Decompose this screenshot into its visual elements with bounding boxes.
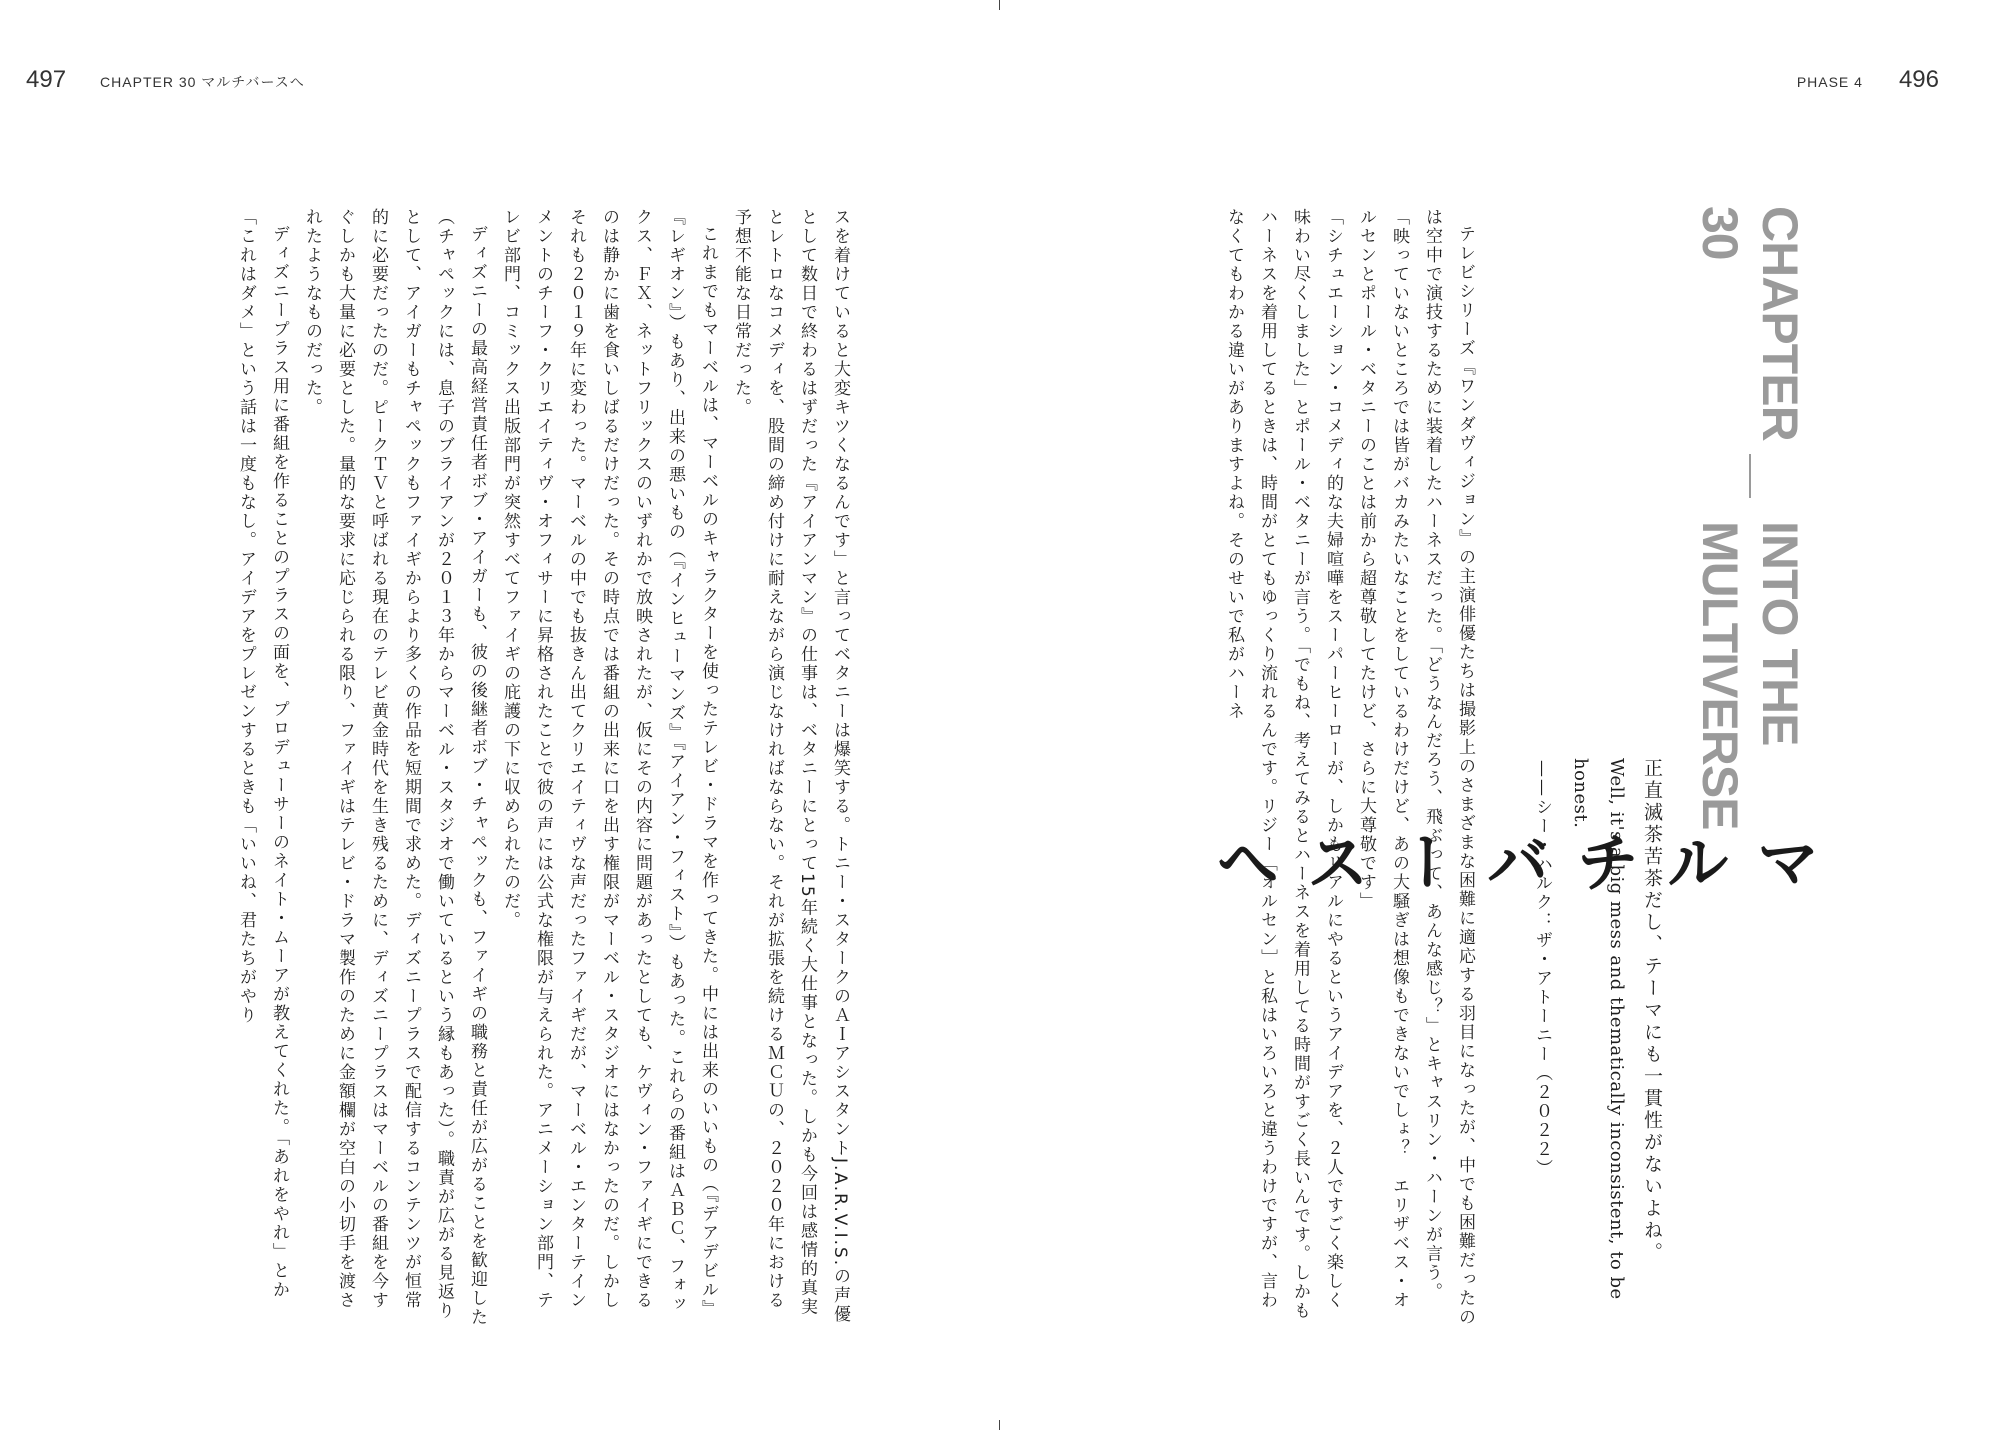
left-page-body: [118, 208, 856, 1328]
center-trim-mark-bottom: [999, 1420, 1000, 1430]
chapter-divider: [1749, 451, 1751, 511]
right-page-body: [1126, 208, 1481, 1328]
body-paragraph: ディズニープラス用に番組を作ることのプラスの面を、プロデューサーのネイト・ムーアが教えてくれた。「あれをやれ」とか「これはダメ」という話は一度もなし。アイデアをプレゼンするときも「いいね、君たちがやり: [236, 208, 289, 1300]
chapter-english-title: INTO THE MULTIVERSE: [1692, 520, 1808, 830]
right-running-head: [1797, 66, 1939, 96]
chapter-label: [1655, 206, 1845, 829]
left-running-head-title: CHAPTER 30 マルチバースへ: [100, 74, 305, 90]
epigraph-japanese: 正直滅茶苦茶だし、テーマにも一貫性がないよね。: [1641, 758, 1663, 1264]
body-paragraph: 「シチュエーション・コメディ的な夫婦喧嘩をスーパーヒーローが、しかもリアルにやるというアイデアを、２人ですごく楽しく味わい尽くしました」とポール・ベタニーが言う。「でもね、考えてみるとハーネスを着用してる時間がすごく長いんです。しかもハーネスを着用してるときは、時間がとてもゆっくり流れるんです。リジー［オルセン］と私はいろいろと違うわけですが、言わなくてもわかる違いがありますよね。そのせいで私がハーネ: [1224, 208, 1343, 1321]
chapter-number: CHAPTER 30: [1692, 206, 1808, 441]
chapter-title: マルチバースへ: [1205, 829, 1819, 902]
center-trim-mark-top: [999, 0, 1000, 10]
body-paragraph: ディズニーの最高経営責任者ボブ・アイガーも、彼の後継者ボブ・チャペックも、ファイギの職務と責任が広がることを歓迎した（チャペックには、息子のブライアンが２０１３年からマーベル・スタジオで働いているという縁もあった）。職責が広がる見返りとして、アイガーもチャペックもファイギからより多くの作品を短期間で求めた。ディズニープラスで配信するコンテンツが恒常的に必要だったのだ。ピークＴＶと呼ばれる現在のテレビ黄金時代を生き残るために、ディズニープラスはマーベルの番組を今すぐしかも大量に必要とした。量的な要求に応じられる限り、ファイギはテレビ・ドラマ製作のために金額欄が空白の小切手を渡されたようなものだった。: [302, 208, 487, 1327]
epigraph-source: ——シー・ハルク：ザ・アトーニー（２０２２）: [1532, 760, 1552, 1178]
body-paragraph: これまでもマーベルは、マーベルのキャラクターを使ったテレビ・ドラマを作ってきた。中には出来のいいもの（『デアデビル』『レギオン』）もあり、出来の悪いもの（『インヒューマンズ』『アイアン・フィスト』）もあった。これらの番組はＡＢＣ、フォックス、ＦＸ、ネットフリックスのいずれかで放映されたが、仮にその内容に問題があったとしても、ケヴィン・ファイギにできるのは静かに歯を食いしばるだけだった。その時点では番組の出来に口を出す権限がマーベル・スタジオにはなかったのだ。しかしそれも２０１９年に変わった。マーベルの中でも抜きん出てクリエイティヴな声だったファイギだが、マーベル・エンターテインメントのチーフ・クリエイティヴ・オフィサーに昇格されたことで彼の声には公式な権限が与えられた。アニメーション部門、テレビ部門、コミックス出版部門が突然すべてファイギの庇護の下に収められたのだ。: [500, 208, 718, 1319]
right-running-head-title: PHASE 4: [1796, 74, 1863, 90]
left-running-head: [26, 66, 305, 96]
epigraph-english: Well, it's a big mess and thematically inconsistent, to be honest.: [1570, 758, 1627, 1300]
right-page-number: 496: [1898, 66, 1939, 93]
body-paragraph: スを着けていると大変キツくなるんです」と言ってベタニーは爆笑する。トニー・スタークのＡＩアシスタントJ.A.R.V.I.S.の声優として数日で終わるはずだった『アイアンマン』の仕事は、ベタニーにとって15年続く大仕事となった。しかも今回は感情的真実とレトロなコメディを、股間の締め付けに耐えながら演じなければならない。それが拡張を続けるＭＣＵの、２０２０年における予想不能な日常だった。: [731, 208, 850, 1325]
epigraph: [1532, 758, 1670, 1318]
body-paragraph: テレビシリーズ『ワンダヴィジョン』の主演俳優たちは撮影上のさまざまな困難に適応する羽目になったが、中でも困難だったのは空中で演技するために装着したハーネスだった。「どうなんだろう、飛ぶって、あんな感じ？」とキャスリン・ハーンが言う。「映っていないところでは皆がバカみたいなことをしているわけだけど、あの大騒ぎは想像もできないでしょ？ エリザベス・オルセンとポール・ベタニーのことは前から超尊敬してたけど、さらに大尊敬です」: [1356, 208, 1475, 1327]
left-page-number: 497: [26, 66, 67, 93]
